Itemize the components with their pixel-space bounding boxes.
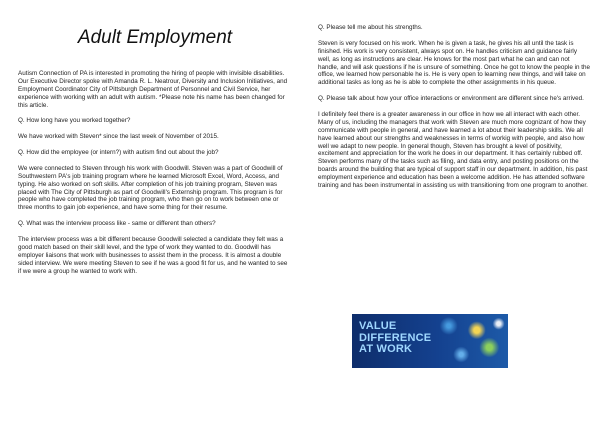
answer-how-long: We have worked with Steven* since the last week of November of 2015. (18, 133, 219, 141)
question-office: Q. Please talk about how your office interactions or environment are different since he's arrived. (318, 95, 584, 103)
answer-find-job: We were connected to Steven through his work with Goodwill. Steven was a part of Goodwill of Southwestern PA's job training program where he learned Microsoft Excel, Word, Access, and typing. He also worked on soft skills. After completion of his job training program, Steven was placed with The City of Pittsburgh as part of Goodwill's Externship program. This program is for people who have completed the job training program, who then go on to work between one or three months to gain job experience, and have some thing for their resume. (18, 164, 283, 212)
question-find-job: Q. How did the employee (or intern?) with autism find out about the job? (18, 149, 219, 157)
intro-paragraph: Autism Connection of PA is interested in promoting the hiring of people with invisible disabilities. Our Executive Director spoke with Amanda R. L. Neatrour, Diversity and Inclusion Initiatives, and Employment Coordinator City of Pittsburgh Department of Personnel and Civil Service, her experience with working with an adult with autism. *Please note his name has been changed for this article. (18, 70, 288, 109)
banner-line-3: AT WORK (359, 343, 413, 355)
value-difference-banner (352, 314, 508, 368)
question-how-long: Q. How long have you worked together? (18, 117, 131, 125)
banner-line-2: DIFFERENCE (359, 331, 432, 344)
banner-line-1: VALUE (359, 320, 397, 332)
answer-interview: The interview process was a bit different because Goodwill selected a candidate they felt was a good match based on their skill level, and the type of work they wanted to do. Goodwill has employer liaisons that work with businesses to assist them in the process. It is almost a double sided interview. We were meeting Steven to see if he was a good fit for us, and he wanted to see if we were a group he wanted to work with. (18, 235, 288, 275)
question-interview: Q. What was the interview process like - same or different than others? (18, 220, 216, 228)
right-column (318, 24, 590, 198)
page-title: Adult Employment (77, 27, 233, 48)
left-column (18, 70, 290, 283)
question-strengths: Q. Please tell me about his strengths. (318, 24, 423, 31)
banner-text (359, 321, 431, 356)
answer-office: I definitely feel there is a greater awareness in our office in how we all interact with each other. Many of us, including the managers that work with Steven are much more cognizant of how they communicate with people in general, and have learned a lot about their leadership skills. We all have learned about our strengths and weaknesses in terms of workig with people, and also how well we adapt to new people. In general though, Steven has brought a level of positivity, excitement and appreciation for the work he does in our department. It has certainly rubbed off. Steven performs many of the tasks such as filing, and data entry, and posting positions on the boards around the building that are typical of support staff in our department. In addition, his past employment experience and education has been a welcome addition. He has attended software training and has been instrumental in assisting us with transitioning from one program to another. (318, 110, 588, 190)
answer-strengths: Steven is very focused on his work. When he is given a task, he gives his all until the task is finished. His work is very consistent, always spot on. He handles criticism and guidance fairly well, as long as instructions are clear. He knows for the most part what he can and can not handle, and will ask questions if he is unsure of something. Once he got to know the people in the office, we learned how personable he is. He is very open to learning new things, and will take on additional tasks as long as he is able to complete the other assignments in his queue. (318, 39, 590, 87)
